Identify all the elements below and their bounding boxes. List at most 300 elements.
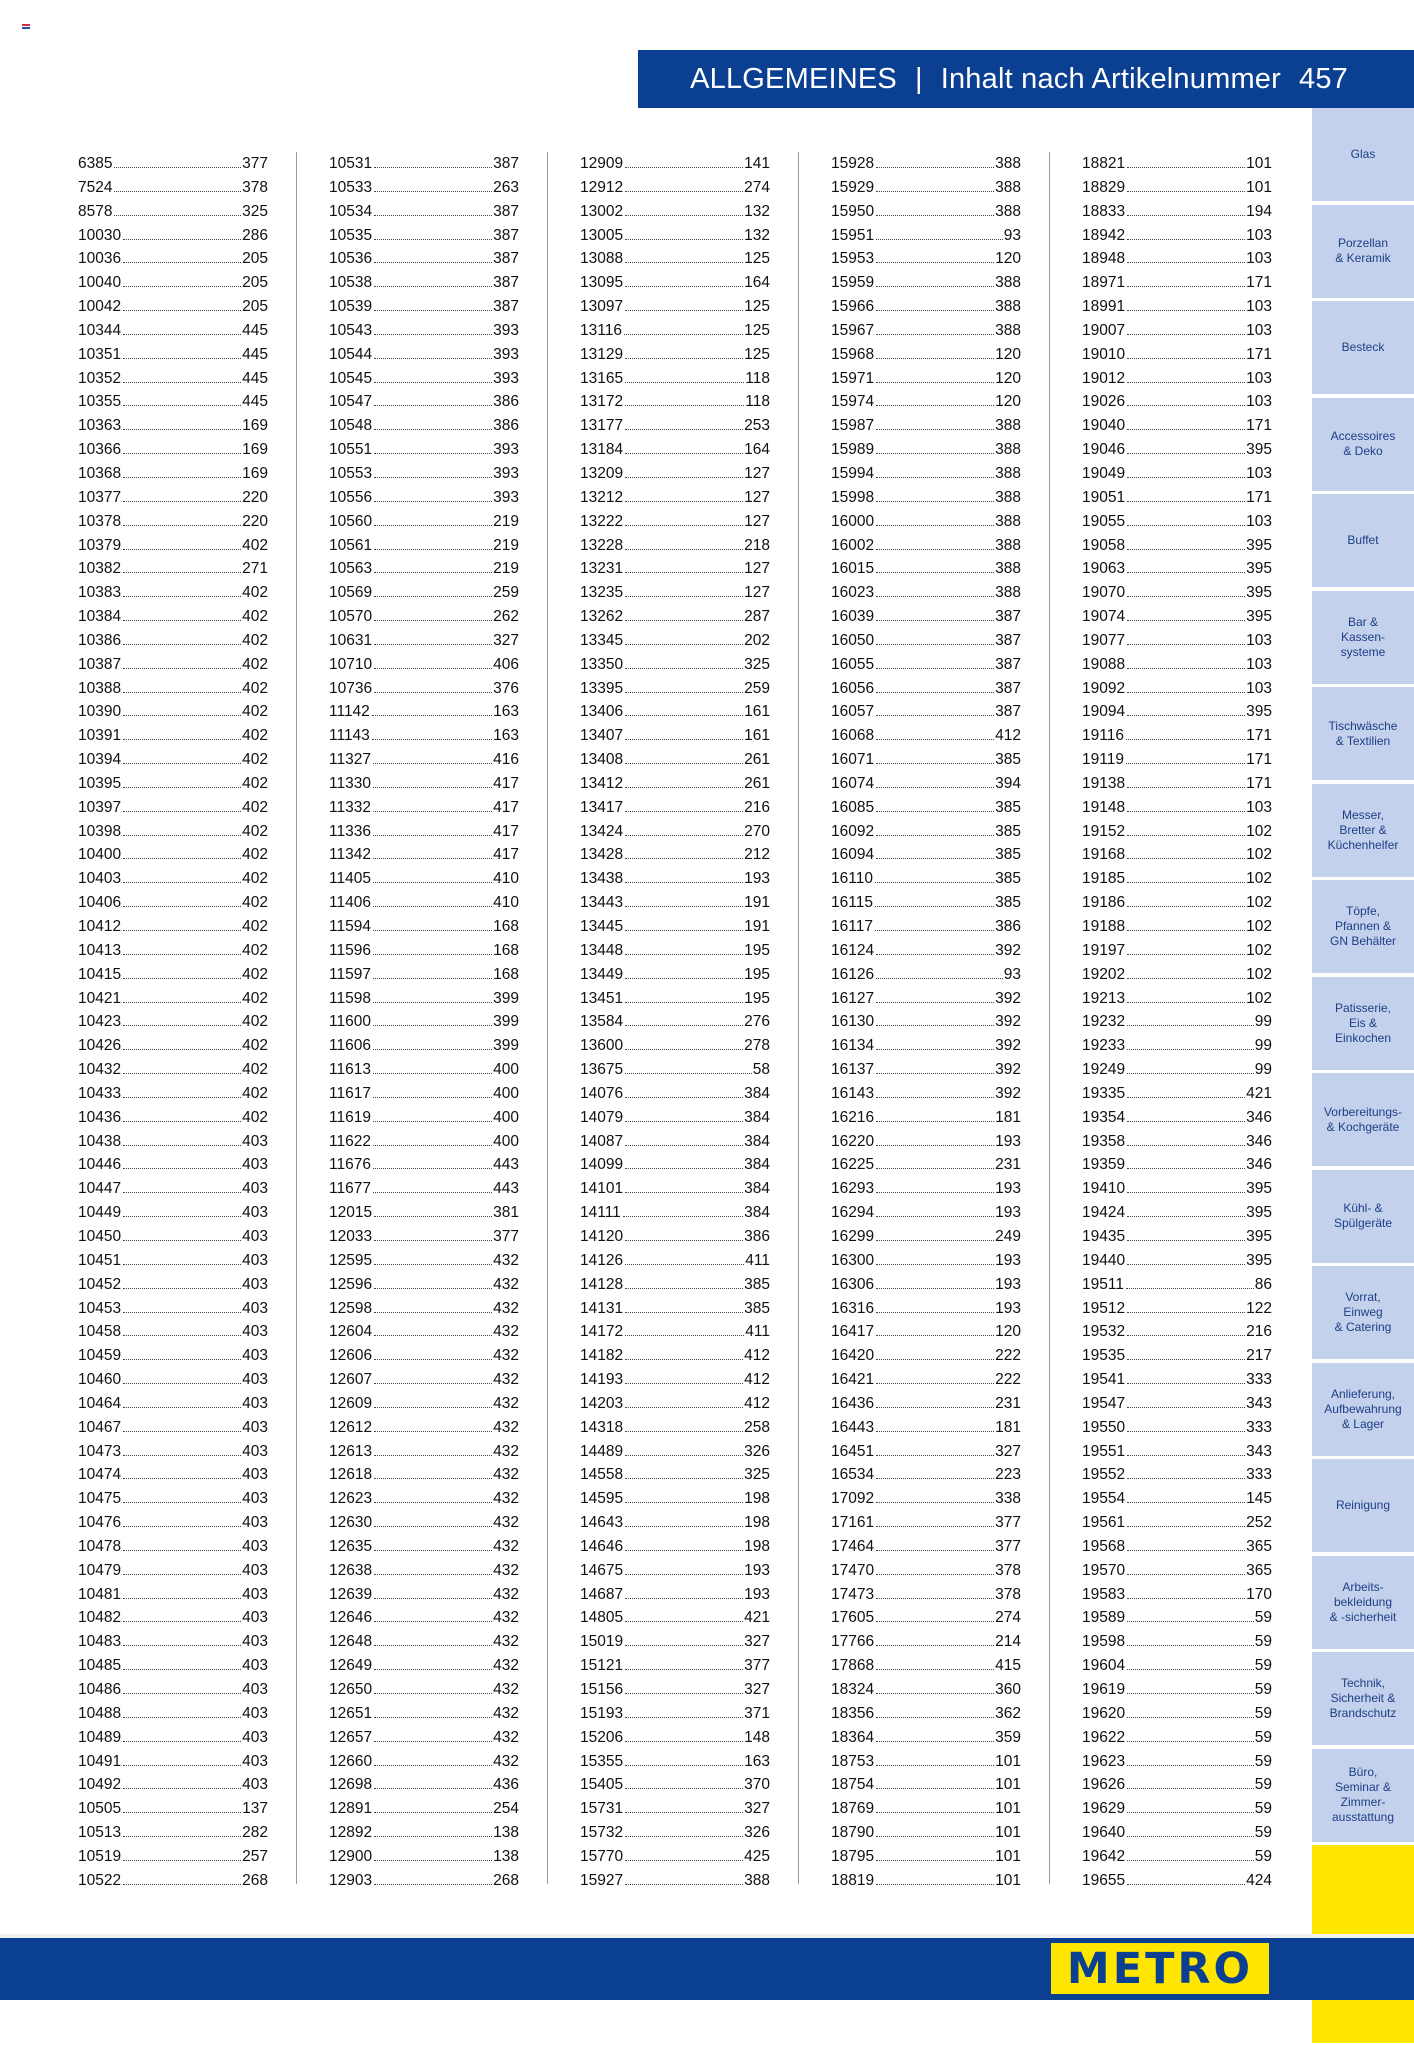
article-number: 14595	[580, 1490, 624, 1508]
index-entry	[1082, 247, 1272, 271]
sidebar-tab[interactable]: Arbeits- bekleidung & -sicherheit	[1312, 1556, 1414, 1651]
index-entry	[78, 581, 268, 605]
index-entry	[329, 390, 519, 414]
page-reference: 403	[242, 1561, 268, 1579]
index-entry	[580, 1559, 770, 1583]
dot-leader	[1127, 1312, 1245, 1313]
dot-leader	[625, 715, 743, 716]
article-number: 19007	[1082, 321, 1126, 339]
page-reference: 395	[1246, 1180, 1272, 1198]
dot-leader	[876, 1836, 994, 1837]
article-number: 13417	[580, 798, 624, 816]
dot-leader	[876, 1502, 994, 1503]
index-entry	[329, 605, 519, 629]
index-entry	[1082, 1297, 1272, 1321]
index-entry	[1082, 462, 1272, 486]
dot-leader	[123, 811, 241, 812]
index-entry	[580, 1463, 770, 1487]
page-reference: 403	[242, 1657, 268, 1675]
page-reference: 388	[995, 321, 1021, 339]
dot-leader	[876, 1168, 994, 1169]
page-reference: 120	[995, 250, 1021, 268]
article-number: 14805	[580, 1609, 624, 1627]
article-number: 19012	[1082, 369, 1126, 387]
dot-leader	[374, 1216, 492, 1217]
index-entry	[329, 534, 519, 558]
page-reference: 386	[493, 417, 519, 435]
sidebar-tab[interactable]: Büro, Seminar & Zimmer- ausstattung	[1312, 1749, 1414, 1844]
dot-leader	[123, 1884, 241, 1885]
index-entry	[78, 1606, 268, 1630]
dot-leader	[876, 1884, 994, 1885]
dot-leader	[625, 1621, 743, 1622]
article-number: 19554	[1082, 1490, 1126, 1508]
index-entry	[329, 748, 519, 772]
index-entry	[580, 939, 770, 963]
index-entry	[329, 915, 519, 939]
index-entry	[580, 486, 770, 510]
article-number: 13406	[580, 703, 624, 721]
index-entry	[831, 367, 1021, 391]
page-reference: 385	[744, 1299, 770, 1317]
article-number: 19232	[1082, 1013, 1126, 1031]
dot-leader	[374, 549, 492, 550]
article-number: 10438	[78, 1132, 122, 1150]
page-reference: 164	[744, 274, 770, 292]
dot-leader	[374, 1621, 492, 1622]
dot-leader	[876, 978, 1003, 979]
article-number: 13231	[580, 560, 624, 578]
page-reference: 416	[493, 751, 519, 769]
page-reference: 195	[744, 941, 770, 959]
index-entry	[831, 1440, 1021, 1464]
article-number: 10522	[78, 1871, 122, 1889]
sidebar-tab[interactable]: Töpfe, Pfannen & GN Behälter	[1312, 880, 1414, 975]
page-reference: 402	[242, 679, 268, 697]
sidebar-tab[interactable]: Messer, Bretter & Küchenhelfer	[1312, 784, 1414, 879]
dot-leader	[374, 1407, 492, 1408]
page-reference: 220	[242, 488, 268, 506]
page-reference: 384	[744, 1084, 770, 1102]
index-entry	[1082, 1583, 1272, 1607]
dot-leader	[625, 1407, 743, 1408]
dot-leader	[373, 1049, 492, 1050]
article-number: 14087	[580, 1132, 624, 1150]
page-reference: 137	[242, 1800, 268, 1818]
article-number: 19063	[1082, 560, 1126, 578]
sidebar-tab[interactable]: Porzellan & Keramik	[1312, 205, 1414, 300]
category-sidebar	[1312, 108, 1414, 1940]
index-entry	[1082, 390, 1272, 414]
page-reference: 432	[493, 1442, 519, 1460]
index-entry	[831, 1821, 1021, 1845]
dot-leader	[876, 501, 994, 502]
sidebar-tab[interactable]: Vorrat, Einweg & Catering	[1312, 1266, 1414, 1361]
article-number: 12646	[329, 1609, 373, 1627]
index-entry	[329, 1344, 519, 1368]
page-reference: 384	[744, 1156, 770, 1174]
page-reference: 387	[493, 202, 519, 220]
index-entry	[78, 891, 268, 915]
dot-leader	[1127, 1478, 1245, 1479]
page-reference: 394	[995, 774, 1021, 792]
page-reference: 393	[493, 464, 519, 482]
index-entry	[831, 1606, 1021, 1630]
dot-leader	[374, 262, 492, 263]
dot-leader	[625, 620, 743, 621]
index-entry	[329, 653, 519, 677]
article-number: 19424	[1082, 1204, 1126, 1222]
article-number: 16055	[831, 655, 875, 673]
index-entry	[329, 414, 519, 438]
article-number: 11613	[329, 1061, 371, 1079]
article-number: 18795	[831, 1847, 875, 1865]
index-entry	[78, 1678, 268, 1702]
dot-leader	[373, 954, 492, 955]
page-reference: 125	[744, 321, 770, 339]
dot-leader	[1126, 1288, 1254, 1289]
index-entry	[580, 271, 770, 295]
sidebar-tab[interactable]: Besteck	[1312, 301, 1414, 396]
index-entry	[329, 1201, 519, 1225]
article-number: 15156	[580, 1681, 624, 1698]
index-entry	[831, 1654, 1021, 1678]
sidebar-tab[interactable]: Bar & Kassen- systeme	[1312, 591, 1414, 686]
article-number: 17464	[831, 1537, 875, 1555]
index-entry	[1082, 1702, 1272, 1726]
page-reference: 387	[493, 274, 519, 292]
page-reference: 138	[493, 1847, 519, 1865]
index-entry	[831, 152, 1021, 176]
page-reference: 432	[493, 1323, 519, 1341]
dot-leader	[624, 334, 743, 335]
dot-leader	[373, 930, 492, 931]
dot-leader	[123, 1478, 241, 1479]
page-reference: 362	[995, 1704, 1021, 1722]
page-reference: 432	[493, 1657, 519, 1675]
article-number: 10449	[78, 1204, 122, 1222]
page-reference: 445	[242, 393, 268, 411]
index-entry	[831, 1058, 1021, 1082]
page-reference: 231	[995, 1394, 1021, 1412]
index-entry	[831, 1225, 1021, 1249]
index-entry	[831, 390, 1021, 414]
article-number: 12651	[329, 1704, 373, 1722]
dot-leader	[1127, 1621, 1254, 1622]
article-number: 13438	[580, 870, 624, 888]
article-number: 12650	[329, 1681, 373, 1698]
article-number: 13222	[580, 512, 624, 530]
dot-leader	[876, 1812, 994, 1813]
page-reference: 384	[744, 1180, 770, 1198]
index-entry	[1082, 1249, 1272, 1273]
dot-leader	[1127, 1693, 1254, 1694]
page-reference: 385	[744, 1275, 770, 1293]
dot-leader	[374, 1288, 492, 1289]
index-entry	[1082, 1320, 1272, 1344]
index-entry	[329, 796, 519, 820]
sidebar-tab[interactable]: Tischwäsche & Textilien	[1312, 687, 1414, 782]
article-number: 15968	[831, 345, 875, 363]
page-reference: 191	[744, 918, 770, 935]
column-divider	[547, 152, 548, 1884]
sidebar-tab[interactable]: Anlieferung, Aufbewahrung & Lager	[1312, 1363, 1414, 1458]
dot-leader	[876, 191, 994, 192]
article-number: 10478	[78, 1537, 122, 1555]
article-number: 13424	[580, 822, 624, 840]
page-reference: 385	[995, 751, 1021, 769]
index-entry	[580, 534, 770, 558]
page-reference: 59	[1254, 1704, 1272, 1722]
index-entry	[831, 1750, 1021, 1774]
dot-leader	[1127, 1049, 1254, 1050]
index-entry	[1082, 1463, 1272, 1487]
article-number: 10426	[78, 1037, 122, 1055]
article-number: 10736	[329, 679, 373, 697]
page-reference: 254	[493, 1800, 519, 1818]
article-number: 17092	[831, 1490, 875, 1508]
page-reference: 99	[1254, 1037, 1272, 1055]
dot-leader	[876, 1025, 994, 1026]
page-reference: 102	[1246, 989, 1272, 1007]
index-entry	[329, 939, 519, 963]
dot-leader	[123, 334, 241, 335]
sidebar-tab[interactable]: Patisserie, Eis & Einkochen	[1312, 977, 1414, 1072]
page-reference: 402	[242, 798, 268, 816]
index-entry	[1082, 176, 1272, 200]
index-entry	[831, 724, 1021, 748]
article-number: 10040	[78, 274, 122, 292]
index-entry	[831, 1702, 1021, 1726]
page-reference: 169	[242, 464, 268, 482]
page-reference: 432	[493, 1394, 519, 1412]
dot-leader	[1127, 644, 1245, 645]
sidebar-tab[interactable]: Technik, Sicherheit & Brandschutz	[1312, 1652, 1414, 1747]
index-entry	[1082, 438, 1272, 462]
page-reference: 403	[242, 1609, 268, 1627]
dot-leader	[1127, 1741, 1254, 1742]
article-number: 14172	[580, 1323, 624, 1341]
index-entry	[78, 1773, 268, 1797]
index-entry	[329, 1010, 519, 1034]
index-entry	[329, 1320, 519, 1344]
dot-leader	[123, 1216, 241, 1217]
page-reference: 403	[242, 1633, 268, 1651]
dot-leader	[625, 239, 743, 240]
page-reference: 402	[242, 1084, 268, 1102]
index-entry	[78, 1392, 268, 1416]
index-entry	[329, 1630, 519, 1654]
article-number: 12595	[329, 1251, 373, 1269]
index-entry	[78, 152, 268, 176]
page-reference: 171	[1246, 274, 1272, 292]
article-number: 16293	[831, 1180, 875, 1198]
page-reference: 346	[1246, 1108, 1272, 1126]
page-reference: 327	[744, 1633, 770, 1651]
article-number: 10538	[329, 274, 373, 292]
page-reference: 103	[1246, 655, 1272, 673]
page-reference: 445	[242, 321, 268, 339]
header-section: ALLGEMEINES	[690, 62, 897, 95]
page-reference: 403	[242, 1347, 268, 1365]
index-entry	[78, 1297, 268, 1321]
page-reference: 402	[242, 703, 268, 721]
page-reference: 432	[493, 1275, 519, 1293]
article-number: 16306	[831, 1275, 875, 1293]
sidebar-tab[interactable]: Vorbereitungs- & Kochgeräte	[1312, 1073, 1414, 1168]
page-reference: 125	[744, 250, 770, 268]
article-number: 19070	[1082, 584, 1126, 602]
dot-leader	[625, 358, 743, 359]
index-entry	[329, 1487, 519, 1511]
article-number: 13177	[580, 417, 624, 435]
article-number: 10355	[78, 393, 122, 411]
dot-leader	[1127, 1097, 1245, 1098]
index-entry	[78, 271, 268, 295]
index-entry	[831, 1106, 1021, 1130]
sidebar-tab[interactable]: Reinigung	[1312, 1459, 1414, 1554]
dot-leader	[374, 1645, 492, 1646]
index-entry	[329, 1845, 519, 1869]
article-number: 19186	[1082, 894, 1126, 912]
article-number: 16451	[831, 1442, 875, 1460]
dot-leader	[123, 668, 241, 669]
page-reference: 195	[744, 965, 770, 983]
page-reference: 392	[995, 1061, 1021, 1079]
page-reference: 205	[242, 274, 268, 292]
dot-leader	[374, 334, 492, 335]
article-number: 19148	[1082, 798, 1126, 816]
index-entry	[831, 1678, 1021, 1702]
article-number: 10563	[329, 560, 373, 578]
page-reference: 402	[242, 965, 268, 983]
page-reference: 402	[242, 774, 268, 792]
dot-leader	[1127, 1550, 1245, 1551]
page-reference: 333	[1246, 1466, 1272, 1484]
dot-leader	[876, 692, 994, 693]
page-reference: 402	[242, 822, 268, 840]
dot-leader	[875, 882, 994, 883]
page-reference: 386	[493, 393, 519, 411]
page-reference: 400	[493, 1084, 519, 1102]
page-reference: 103	[1246, 631, 1272, 649]
index-entry	[831, 987, 1021, 1011]
dot-leader	[123, 1407, 241, 1408]
dot-leader	[123, 1455, 241, 1456]
sidebar-tab[interactable]: Kühl- & Spülgeräte	[1312, 1170, 1414, 1265]
index-entry	[831, 1869, 1021, 1893]
page-reference: 171	[1246, 751, 1272, 769]
article-number: 10451	[78, 1251, 122, 1269]
page-reference: 286	[242, 226, 268, 244]
index-entry	[831, 700, 1021, 724]
article-number: 10561	[329, 536, 373, 554]
dot-leader	[623, 1216, 743, 1217]
dot-leader	[625, 954, 743, 955]
dot-leader	[123, 262, 241, 263]
page-reference: 249	[995, 1227, 1021, 1245]
sidebar-tab[interactable]: Accessoires & Deko	[1312, 398, 1414, 493]
page-number: 457	[1299, 62, 1348, 95]
dot-leader	[123, 1192, 241, 1193]
index-entry	[1082, 772, 1272, 796]
page-reference: 421	[744, 1609, 770, 1627]
index-entry	[1082, 486, 1272, 510]
dot-leader	[373, 1145, 492, 1146]
page-reference: 103	[1246, 250, 1272, 268]
dot-leader	[374, 1383, 492, 1384]
sidebar-tab[interactable]: Glas	[1312, 108, 1414, 203]
dot-leader	[625, 167, 743, 168]
page-reference: 333	[1246, 1371, 1272, 1389]
article-number: 19568	[1082, 1537, 1126, 1555]
index-entry	[580, 152, 770, 176]
index-entry	[1082, 653, 1272, 677]
page-reference: 387	[995, 655, 1021, 673]
dot-leader	[876, 1621, 994, 1622]
dot-leader	[876, 668, 994, 669]
dot-leader	[625, 382, 744, 383]
page-reference: 101	[1246, 155, 1272, 172]
page-reference: 169	[242, 441, 268, 459]
page-reference: 425	[744, 1847, 770, 1865]
article-number: 11327	[329, 751, 371, 769]
page-reference: 99	[1254, 1061, 1272, 1079]
page-reference: 325	[242, 202, 268, 220]
article-number: 10387	[78, 655, 122, 673]
dot-leader	[1127, 811, 1245, 812]
index-entry	[831, 1082, 1021, 1106]
page-reference: 193	[995, 1275, 1021, 1293]
article-number: 10383	[78, 584, 122, 602]
dot-leader	[1127, 477, 1245, 478]
article-number: 13129	[580, 345, 624, 363]
page-reference: 141	[744, 155, 770, 172]
article-number: 19359	[1082, 1156, 1126, 1174]
article-number: 14120	[580, 1227, 624, 1245]
dot-leader	[876, 1741, 994, 1742]
dot-leader	[625, 930, 743, 931]
index-entry	[1082, 1106, 1272, 1130]
index-entry	[1082, 677, 1272, 701]
article-number: 15971	[831, 369, 875, 387]
article-number: 12604	[329, 1323, 373, 1341]
index-entry	[580, 653, 770, 677]
sidebar-tab[interactable]: Buffet	[1312, 494, 1414, 589]
article-number: 15770	[580, 1847, 624, 1865]
dot-leader	[374, 1478, 492, 1479]
index-entry	[1082, 1487, 1272, 1511]
page-reference: 261	[744, 751, 770, 769]
article-number: 19550	[1082, 1418, 1126, 1436]
dot-leader	[1127, 1359, 1245, 1360]
index-entry	[831, 939, 1021, 963]
dot-leader	[625, 1645, 743, 1646]
page-reference: 403	[242, 1132, 268, 1150]
index-entry	[78, 224, 268, 248]
article-number: 15355	[580, 1752, 624, 1770]
page-reference: 325	[744, 655, 770, 673]
page-reference: 217	[1246, 1347, 1272, 1365]
index-entry	[78, 1320, 268, 1344]
index-entry	[580, 629, 770, 653]
page-reference: 410	[493, 870, 519, 888]
index-entry	[78, 367, 268, 391]
article-number: 10467	[78, 1418, 122, 1436]
dot-leader	[1126, 739, 1245, 740]
article-number: 13428	[580, 846, 624, 864]
page-reference: 59	[1254, 1847, 1272, 1865]
